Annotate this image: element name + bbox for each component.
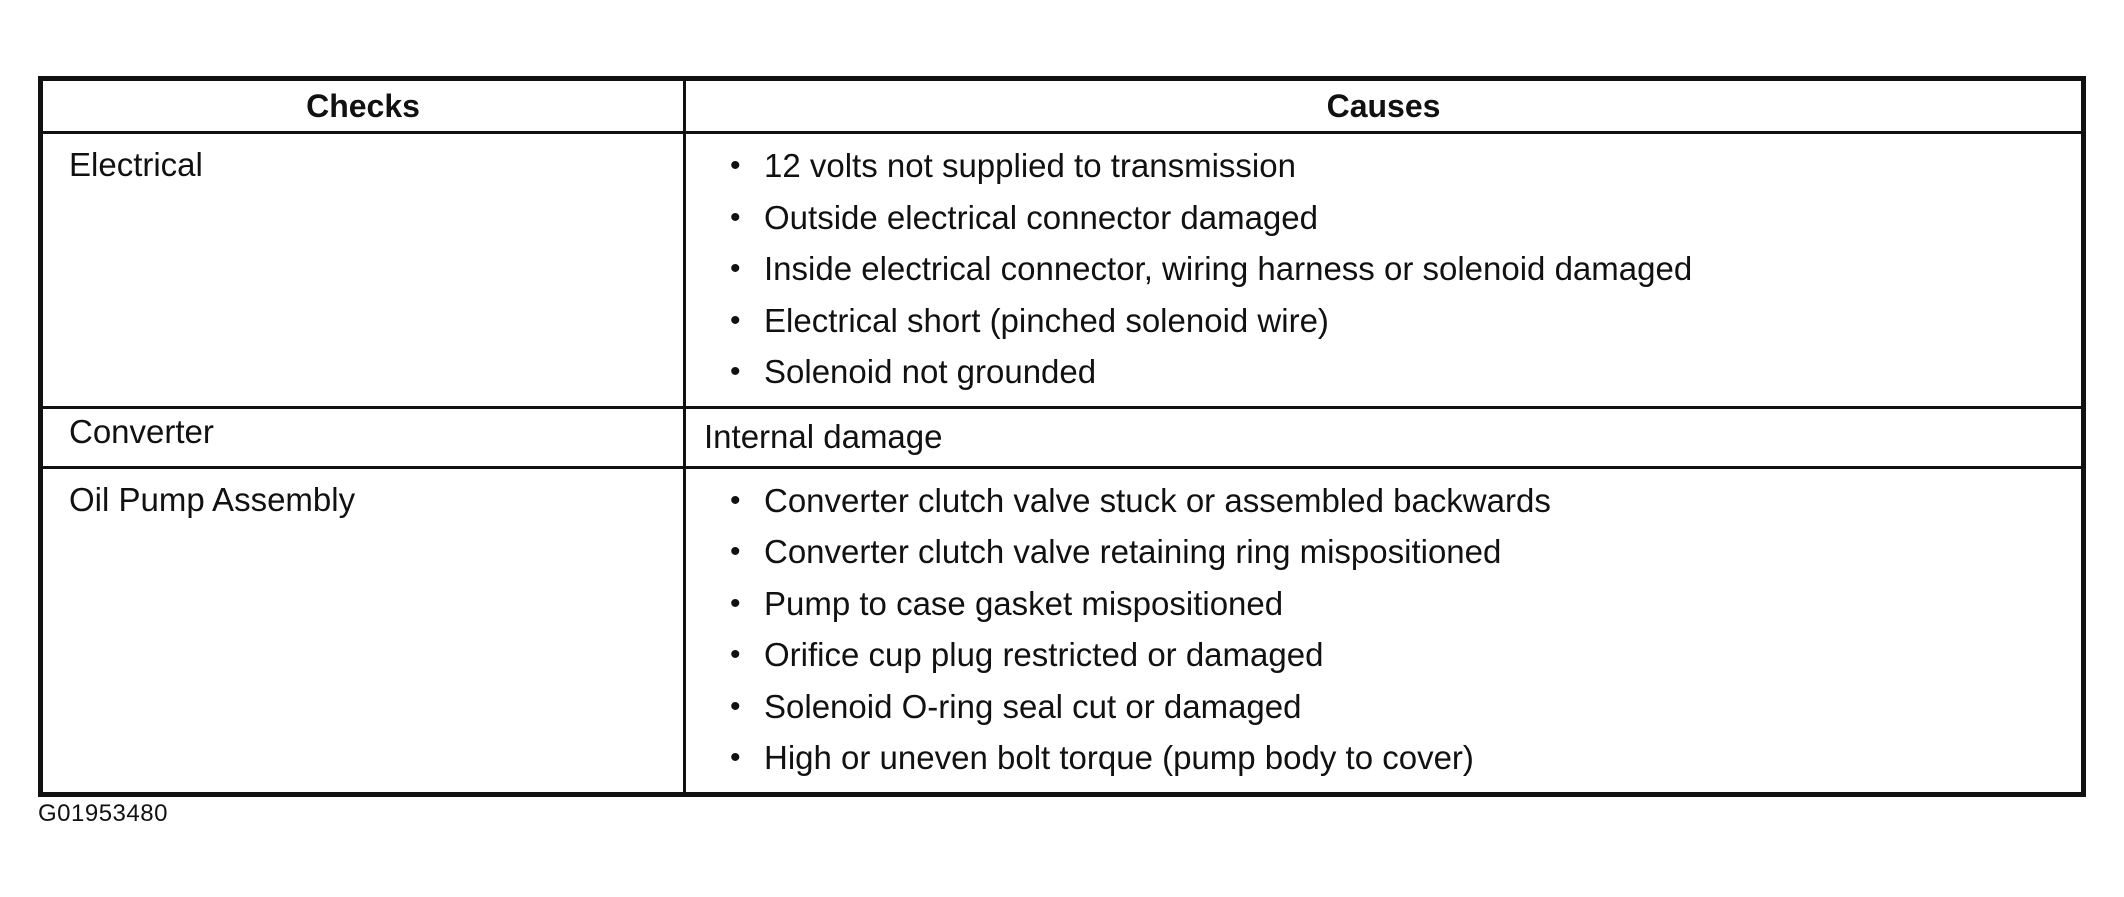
bullet-icon: • xyxy=(730,252,741,285)
bullet-icon: • xyxy=(730,483,741,517)
check-oil-pump-assembly: Oil Pump Assembly xyxy=(41,467,685,794)
header-causes: Causes xyxy=(685,79,2084,133)
list-item: • Pump to case gasket mispositioned xyxy=(730,578,2081,630)
table-row-electrical xyxy=(41,133,2084,408)
bullet-icon: • xyxy=(730,741,741,774)
figure-id: G01953480 xyxy=(38,800,168,827)
bullet-icon: • xyxy=(730,149,741,182)
list-item: • High or uneven bolt torque (pump body to cover) xyxy=(730,732,2081,784)
list-item: • Electrical short (pinched solenoid wire) xyxy=(730,295,2081,347)
list-item: • Outside electrical connector damaged xyxy=(730,192,2081,244)
bullet-icon: • xyxy=(730,638,741,671)
table-row-oil-pump xyxy=(41,467,2084,794)
list-item: • 12 volts not supplied to transmission xyxy=(730,140,2081,192)
list-item: • Orifice cup plug restricted or damaged xyxy=(730,629,2081,681)
cause-list-oil-pump xyxy=(686,475,2081,784)
diagnosis-table xyxy=(38,76,2086,797)
bullet-icon: • xyxy=(730,689,741,723)
list-item: • Solenoid not grounded xyxy=(730,346,2081,398)
check-converter: Converter xyxy=(41,407,685,467)
bullet-icon: • xyxy=(730,355,741,388)
header-checks: Checks xyxy=(41,79,685,133)
cause-text-converter: Internal damage xyxy=(704,417,943,455)
bullet-icon: • xyxy=(730,200,741,234)
causes-oil-pump-assembly xyxy=(685,467,2084,794)
cause-list-electrical xyxy=(686,140,2081,398)
list-item: • Solenoid O-ring seal cut or damaged xyxy=(730,681,2081,733)
table-header-row xyxy=(41,79,2084,133)
bullet-icon: • xyxy=(730,535,741,568)
list-item: • Converter clutch valve stuck or assembled backwards xyxy=(730,475,2081,527)
table-row-converter xyxy=(41,407,2084,467)
causes-converter xyxy=(685,407,2084,467)
list-item: • Inside electrical connector, wiring harness or solenoid damaged xyxy=(730,243,2081,295)
bullet-icon: • xyxy=(730,303,741,337)
bullet-icon: • xyxy=(730,586,741,620)
check-electrical: Electrical xyxy=(41,133,685,408)
causes-electrical xyxy=(685,133,2084,408)
list-item: • Converter clutch valve retaining ring mispositioned xyxy=(730,526,2081,578)
